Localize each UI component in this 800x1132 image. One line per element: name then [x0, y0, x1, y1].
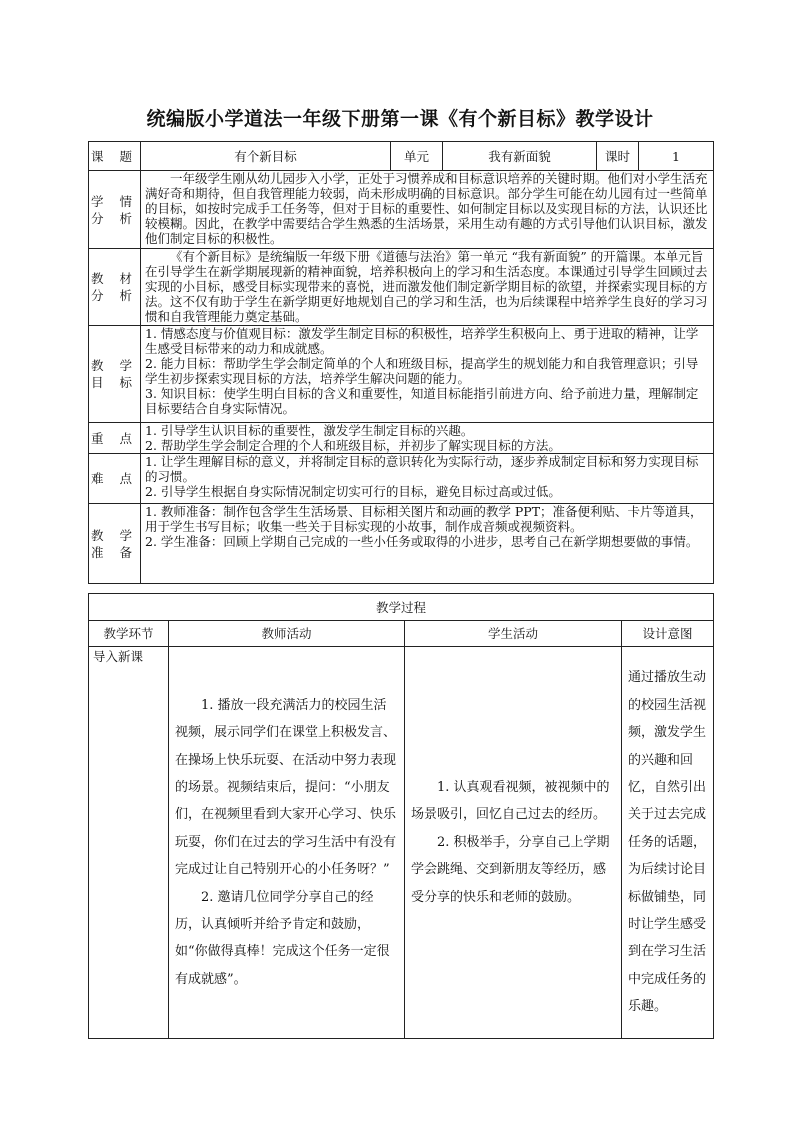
teacher-activity-cell: [169, 647, 405, 1039]
period-value: 1: [639, 142, 714, 171]
unit-value: 我有新面貌: [443, 142, 597, 171]
learner-analysis-text: 一年级学生刚从幼儿园步入小学，正处于习惯养成和目标意识培养的关键时期。他们对小学生活充满好奇和期待，但自我管理能力较弱，尚未形成明确的目标意识。部分学生可能在幼儿园有过一些简单的目标，如按时完成手工任务等，但对于目标的重要性、如何制定目标以及实现目标的方法，认识还比较模糊。因此，在教学中需要结合学生熟悉的生活场景，采用生动有趣的方式引导他们认识目标，激发他们制定目标的积极性。: [141, 171, 714, 249]
preparation-text: [141, 504, 714, 584]
key-point-item: 2. 帮助学生学会制定合理的个人和班级目标，并初步了解实现目标的方法。: [145, 438, 561, 453]
period-label: 课时: [597, 142, 639, 171]
preparation-item: 2. 学生准备：回顾上学期自己完成的一些小任务或取得的小进步，思考自己在新学期想要做的事情。: [145, 534, 699, 549]
process-table: [88, 593, 714, 1039]
teacher-activity-item: 2. 邀请几位同学分享自己的经历，认真倾听并给予肯定和鼓励，如“你做得真棒！完成这个任务一定很有成就感”。: [175, 889, 390, 987]
material-analysis-label: 教 材 分 析: [89, 249, 141, 326]
material-analysis-text: 《有个新目标》是统编版一年级下册《道德与法治》第一单元 “我有新面貌” 的开篇课。本单元旨在引导学生在新学期展现新的精神面貌，培养积极向上的学习和生活态度。本课通过引导学生回顾过去实现的小目标，感受目标实现带来的喜悦，进而激发他们制定新学期目标的欲望，并探索实现目标的方法。这不仅有助于学生在新学期更好地规划自己的学习和生活，也为后续课程中培养学生良好的学习习惯和自我管理能力奠定基础。: [141, 249, 714, 326]
column-header-intent: 设计意图: [622, 621, 714, 647]
preparation-label: 教 学 准 备: [89, 504, 141, 584]
difficulties-label: 难 点: [89, 454, 141, 504]
key-points-label: 重 点: [89, 423, 141, 454]
goals-label: 教 学 目 标: [89, 326, 141, 423]
student-activity-cell: [405, 647, 622, 1039]
goal-item: 3. 知识目标：使学生明白目标的含义和重要性，知道目标能指引前进方向、给予前进力量，理解制定目标要结合自身实际情况。: [145, 386, 699, 416]
column-header-student: 学生活动: [405, 621, 622, 647]
goals-text: [141, 326, 714, 423]
learner-analysis-label: 学 情 分 析: [89, 171, 141, 249]
table-row: [89, 647, 714, 1039]
stage-cell: 导入新课: [89, 647, 169, 1039]
document-title: 统编版小学道法一年级下册第一课《有个新目标》教学设计: [146, 108, 654, 130]
process-heading: 教学过程: [89, 594, 714, 621]
difficulties-text: [141, 454, 714, 504]
goal-item: 2. 能力目标：帮助学生学会制定简单的个人和班级目标，提高学生的规划能力和自我管理意识；引导学生初步探索实现目标的方法，培养学生解决问题的能力。: [145, 356, 699, 386]
student-activity-item: 2. 积极举手，分享自己上学期学会跳绳、交到新朋友等经历，感受分享的快乐和老师的鼓励。: [411, 834, 610, 905]
key-points-text: [141, 423, 714, 454]
difficulty-item: 2. 引导学生根据自身实际情况制定切实可行的目标，避免目标过高或过低。: [145, 484, 561, 499]
topic-value: 有个新目标: [141, 142, 391, 171]
difficulty-item: 1. 让学生理解目标的意义，并将制定目标的意识转化为实际行动，逐步养成制定目标和努力实现目标的习惯。: [145, 454, 699, 484]
teacher-activity-item: 1. 播放一段充满活力的校园生活视频，展示同学们在课堂上积极发言、在操场上快乐玩耍、在活动中努力表现的场景。视频结束后，提问：“小朋友们，在视频里看到大家开心学习、快乐玩耍，你们在过去的学习生活中有没有完成过让自己特别开心的小任务呀？”: [175, 697, 397, 878]
student-activity-item: 1. 认真观看视频，被视频中的场景吸引，回忆自己过去的经历。: [411, 779, 610, 823]
preparation-item: 1. 教师准备：制作包含学生生活场景、目标相关图片和动画的教学 PPT；准备便利贴、卡片等道具，用于学生书写目标；收集一些关于目标实现的小故事，制作成音频或视频资料。: [145, 504, 703, 534]
unit-label: 单元: [391, 142, 443, 171]
design-intent-cell: 通过播放生动的校园生活视频，激发学生的兴趣和回忆，自然引出关于过去完成任务的话题，为后续讨论目标做铺垫，同时让学生感受到在学习生活中完成任务的乐趣。: [622, 647, 714, 1039]
column-header-teacher: 教师活动: [169, 621, 405, 647]
topic-label: 课 题: [89, 142, 141, 171]
goal-item: 1. 情感态度与价值观目标：激发学生制定目标的积极性，培养学生积极向上、勇于进取的精神，让学生感受目标带来的动力和成就感。: [145, 326, 699, 356]
info-table: [88, 141, 714, 584]
key-point-item: 1. 引导学生认识目标的重要性，激发学生制定目标的兴趣。: [145, 423, 474, 438]
column-header-stage: 教学环节: [89, 621, 169, 647]
